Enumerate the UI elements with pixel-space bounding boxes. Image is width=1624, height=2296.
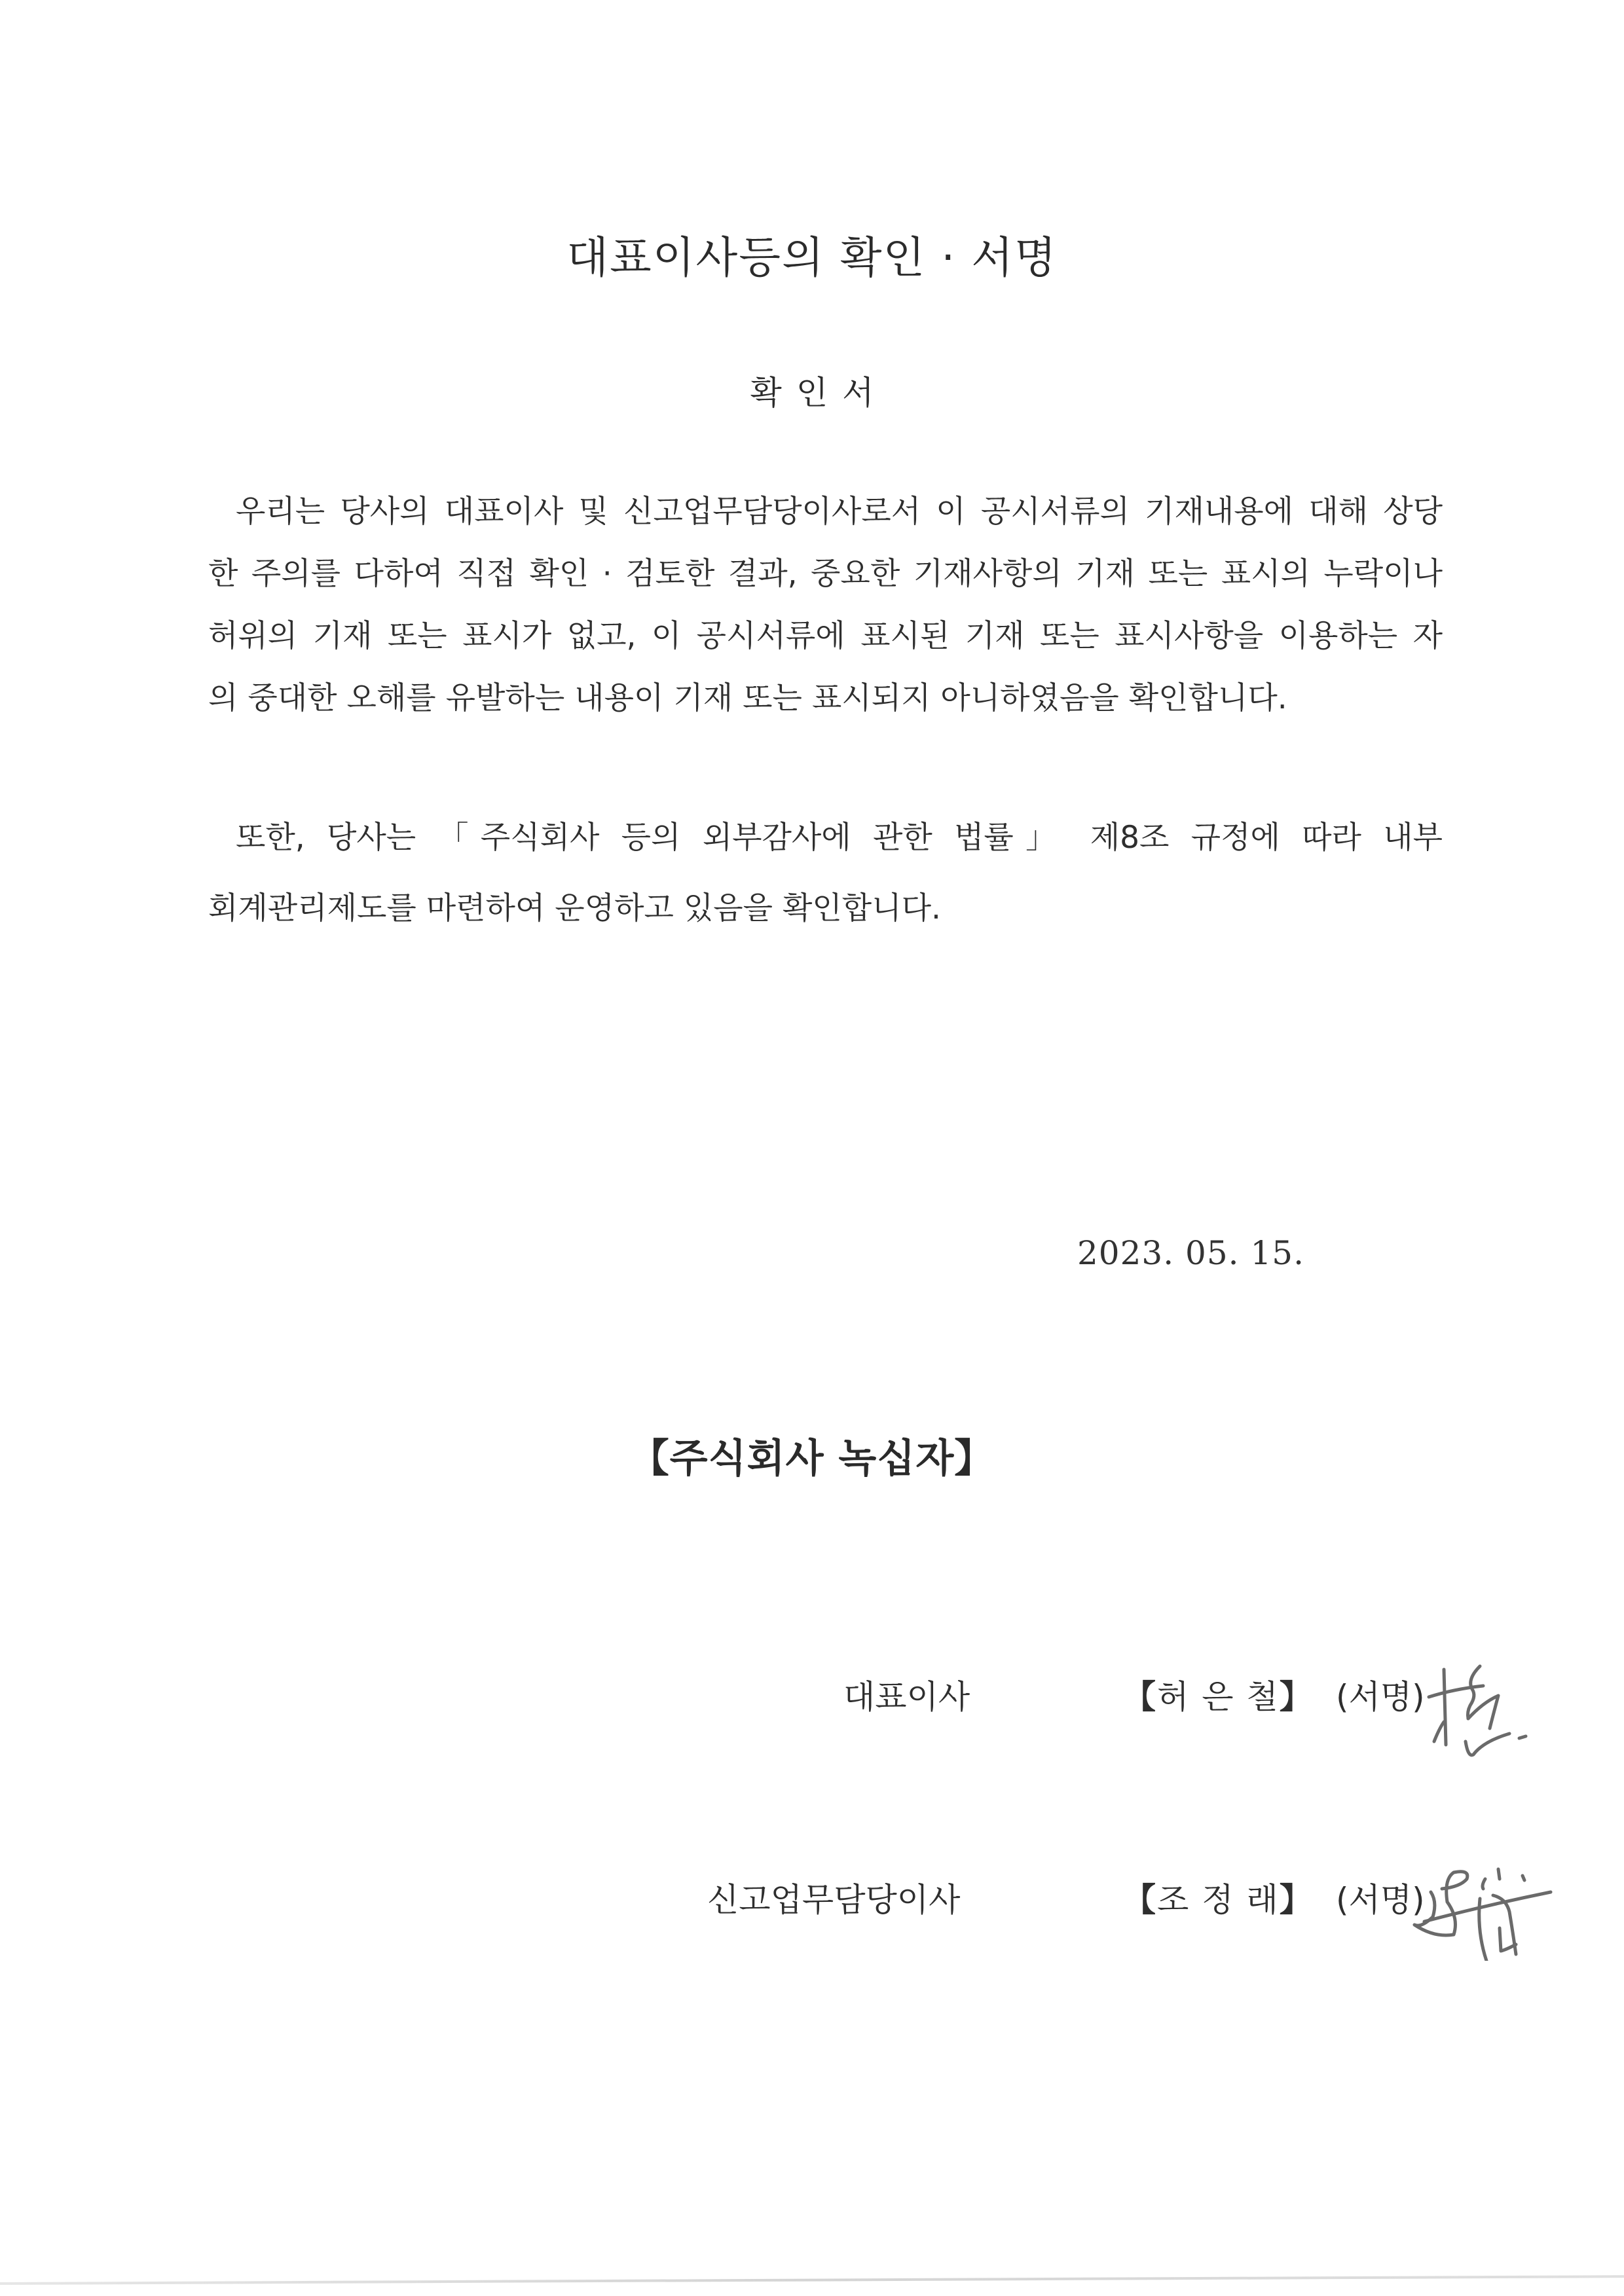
signatory-name — [1123, 1671, 1314, 1718]
paragraph-line: 회계관리제도를 마련하여 운영하고 있음을 확인합니다. — [208, 890, 941, 926]
handwritten-signature-icon — [1421, 1650, 1532, 1764]
bracket-close: 】 — [1279, 1678, 1314, 1716]
signatory-name-text: 허 은 철 — [1157, 1678, 1280, 1716]
signature-label: (서명) — [1336, 1678, 1425, 1716]
paragraph-line: 허위의 기재 또는 표시가 없고, 이 공시서류에 표시된 기재 또는 표시사항을 이용하는 자 — [208, 618, 1443, 654]
signatory-name — [1123, 1874, 1314, 1921]
bracket-open: 【 — [1123, 1678, 1157, 1716]
document-date: 2023. 05. 15. — [1077, 1234, 1304, 1272]
signature-label: (서명) — [1336, 1881, 1425, 1919]
bracket-open: 【 — [1123, 1881, 1157, 1919]
handwritten-signature-icon — [1408, 1840, 1559, 1961]
document-subtitle: 확인서 — [750, 374, 889, 412]
signatory-title: 대표이사 — [843, 1678, 970, 1716]
scan-edge-line — [0, 2275, 1624, 2285]
paragraph-line: 우리는 당사의 대표이사 및 신고업무담당이사로서 이 공시서류의 기재내용에 대해 상당 — [236, 494, 1443, 530]
company-name: 【주식회사 녹십자】 — [629, 1436, 995, 1482]
paragraph-line: 또한, 당사는 「주식회사 등의 외부감사에 관한 법률」 제8조 규정에 따라 내부 — [236, 820, 1443, 856]
bracket-close: 】 — [1279, 1881, 1314, 1919]
document-title: 대표이사등의 확인 · 서명 — [566, 232, 1058, 283]
paragraph-line: 의 중대한 오해를 유발하는 내용이 기재 또는 표시되지 아니하였음을 확인합니다. — [208, 680, 1287, 716]
paragraph-line: 한 주의를 다하여 직접 확인 · 검토한 결과, 중요한 기재사항의 기재 또는 표시의 누락이나 — [208, 556, 1443, 592]
signatory-title: 신고업무담당이사 — [707, 1881, 961, 1919]
signatory-name-text: 조 정 래 — [1157, 1881, 1280, 1919]
